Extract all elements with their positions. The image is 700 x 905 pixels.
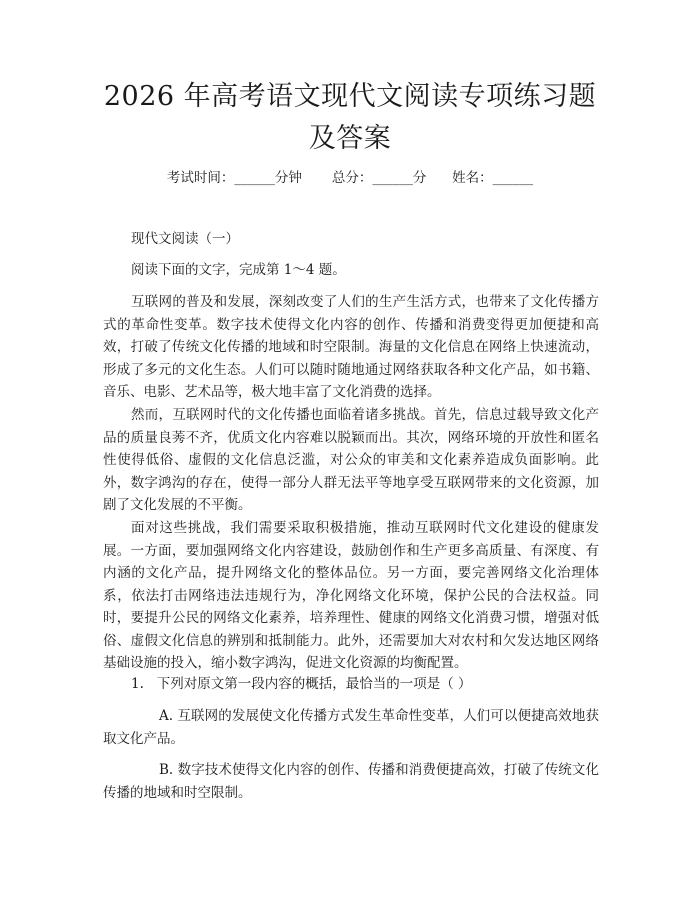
document-title: 2026 年高考语文现代文阅读专项练习题及答案 bbox=[103, 81, 597, 154]
passage-paragraph-2: 然而，互联网时代的文化传播也面临着诸多挑战。首先，信息过载导致文化产品的质量良莠不齐，优质文化内容难以脱颖而出。其次，网络环境的开放性和匿名性使得低俗、虚假的文化信息泛滥，对公众的审美和文化素养造成负面影响。此外，数字鸿沟的存在，使得一部分人群无法平等地享受互联网带来的文化资源，加剧了文化发展的不平衡。 bbox=[103, 407, 599, 513]
question-1-text: 下列对原文第一段内容的概括，最恰当的一项是（ ） bbox=[156, 676, 472, 692]
passage-paragraph-3: 面对这些挑战，我们需要采取积极措施，推动互联网时代文化建设的健康发展。一方面，要加强网络文化内容建设，鼓励创作和生产更多高质量、有深度、有内涵的文化产品，提升网络文化的整体品位。另一方面，要完善网络文化治理体系，依法打击网络违法违规行为，净化网络文化环境，保护公民的合法权益。同时，要提升公民的网络文化素养，培养理性、健康的网络文化消费习惯，增强对低俗、虚假文化信息的辨别和抵制能力。此外，还需要加大对农村和欠发达地区网络基础设施的投入，缩小数字鸿沟，促进文化资源的均衡配置。 bbox=[103, 520, 599, 671]
exam-time-label: 考试时间： bbox=[166, 170, 235, 186]
reading-instruction: 阅读下面的文字，完成第 1～4 题。 bbox=[131, 262, 346, 278]
total-score-blank: ______ bbox=[372, 170, 413, 186]
student-name-label: 姓名： bbox=[452, 170, 493, 186]
student-name-blank: ______ bbox=[492, 170, 534, 186]
question-1-option-a: A. 互联网的发展使文化传播方式发生革命性变革，人们可以便捷高效地获取文化产品。 bbox=[103, 708, 599, 747]
question-1-number: 1. bbox=[131, 676, 144, 692]
section-heading: 现代文阅读（一） bbox=[131, 231, 239, 247]
exam-info-line bbox=[0, 168, 700, 188]
exam-time-unit: 分钟 bbox=[274, 170, 302, 186]
passage-paragraph-1: 互联网的普及和发展，深刻改变了人们的生产生活方式，也带来了文化传播方式的革命性变革。数字技术使得文化内容的创作、传播和消费变得更加便捷和高效，打破了传统文化传播的地域和时空限制。海量的文化信息在网络上快速流动，形成了多元的文化生态。人们可以随时随地通过网络获取各种文化产品，如书籍、音乐、电影、艺术品等，极大地丰富了文化消费的选择。 bbox=[103, 294, 599, 400]
question-1-option-b: B. 数字技术使得文化内容的创作、传播和消费便捷高效，打破了传统文化传播的地域和时空限制。 bbox=[103, 762, 599, 801]
exam-time-blank: ______ bbox=[234, 170, 275, 186]
question-1-stem bbox=[103, 673, 599, 696]
total-score-unit: 分 bbox=[412, 170, 427, 186]
total-score-label: 总分： bbox=[331, 170, 373, 186]
